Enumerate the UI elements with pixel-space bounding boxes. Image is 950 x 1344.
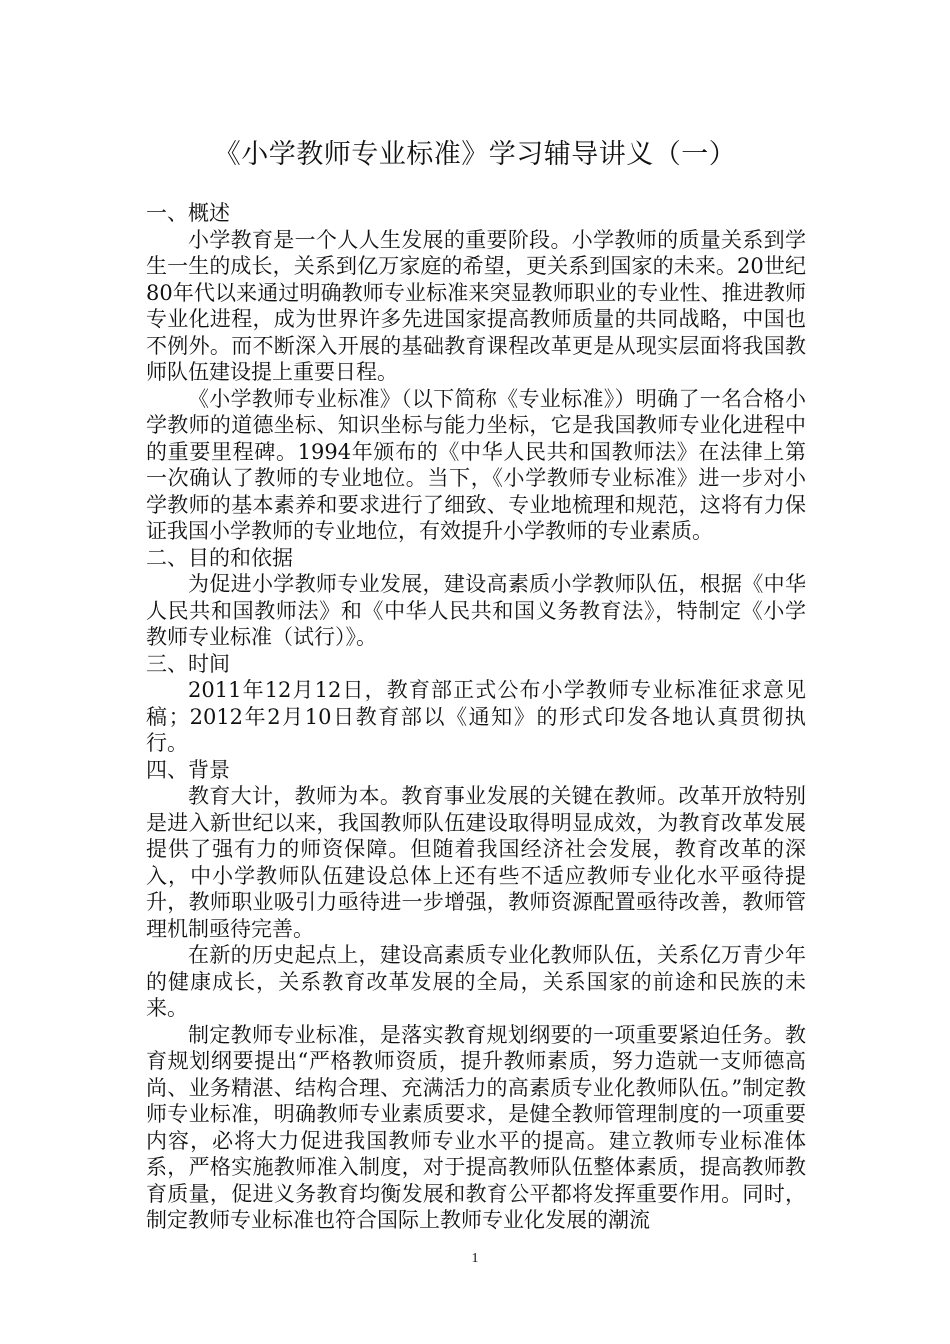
paragraph: 教育大计，教师为本。教育事业发展的关键在教师。改革开放特别是进入新世纪以来，我国教师队伍建设取得明显成效，为教育改革发展提供了强有力的师资保障。但随着我国经济社会发展，教育改革的深入，中小学教师队伍建设总体上还有些不适应教师专业化水平亟待提升，教师职业吸引力亟待进一步增强，教师资源配置亟待改善，教师管理机制亟待完善。 bbox=[146, 784, 806, 941]
paragraph: 在新的历史起点上，建设高素质专业化教师队伍，关系亿万青少年的健康成长，关系教育改革发展的全局，关系国家的前途和民族的未来。 bbox=[146, 943, 806, 1020]
paragraph: 为促进小学教师专业发展，建设高素质小学教师队伍，根据《中华人民共和国教师法》和《中华人民共和国义务教育法》，特制定《小学教师专业标准（试行）》。 bbox=[146, 572, 806, 649]
section-heading-background: 四、背景 bbox=[146, 757, 230, 782]
section-heading-purpose: 二、目的和依据 bbox=[146, 545, 293, 570]
section-heading-time: 三、时间 bbox=[146, 651, 230, 676]
section-heading-overview: 一、概述 bbox=[146, 201, 230, 225]
paragraph: 2011年12月12日，教育部正式公布小学教师专业标准征求意见稿；2012年2月10日教育部以《通知》的形式印发各地认真贯彻执行。 bbox=[146, 678, 806, 755]
document-body bbox=[146, 200, 806, 1234]
document-title: 《小学教师专业标准》学习辅导讲义（一） bbox=[213, 139, 737, 170]
paragraph: 小学教育是一个人人生发展的重要阶段。小学教师的质量关系到学生一生的成长，关系到亿万家庭的希望，更关系到国家的未来。20世纪80年代以来通过明确教师专业标准来突显教师职业的专业性、推进教师专业化进程，成为世界许多先进国家提高教师质量的共同战略，中国也不例外。而不断深入开展的基础教育课程改革更是从现实层面将我国教师队伍建设提上重要日程。 bbox=[146, 227, 806, 384]
paragraph: 《小学教师专业标准》（以下简称《专业标准》）明确了一名合格小学教师的道德坐标、知识坐标与能力坐标，它是我国教师专业化进程中的重要里程碑。1994年颁布的《中华人民共和国教师法》在法律上第一次确认了教师的专业地位。当下，《小学教师专业标准》进一步对小学教师的基本素养和要求进行了细致、专业地梳理和规范，这将有力保证我国小学教师的专业地位，有效提升小学教师的专业素质。 bbox=[146, 386, 806, 543]
page-number: 1 bbox=[471, 1251, 479, 1266]
paragraph: 制定教师专业标准，是落实教育规划纲要的一项重要紧迫任务。教育规划纲要提出“严格教师资质，提升教师素质，努力造就一支师德高尚、业务精湛、结构合理、充满活力的高素质专业化教师队伍。”制定教师专业标准，明确教师专业素质要求，是健全教师管理制度的一项重要内容，必将大力促进我国教师专业水平的提高。建立教师专业标准体系，严格实施教师准入制度，对于提高教师队伍整体素质，提高教师教育质量，促进义务教育均衡发展和教育公平都将发挥重要作用。同时，制定教师专业标准也符合国际上教师专业化发展的潮流 bbox=[146, 1022, 806, 1232]
